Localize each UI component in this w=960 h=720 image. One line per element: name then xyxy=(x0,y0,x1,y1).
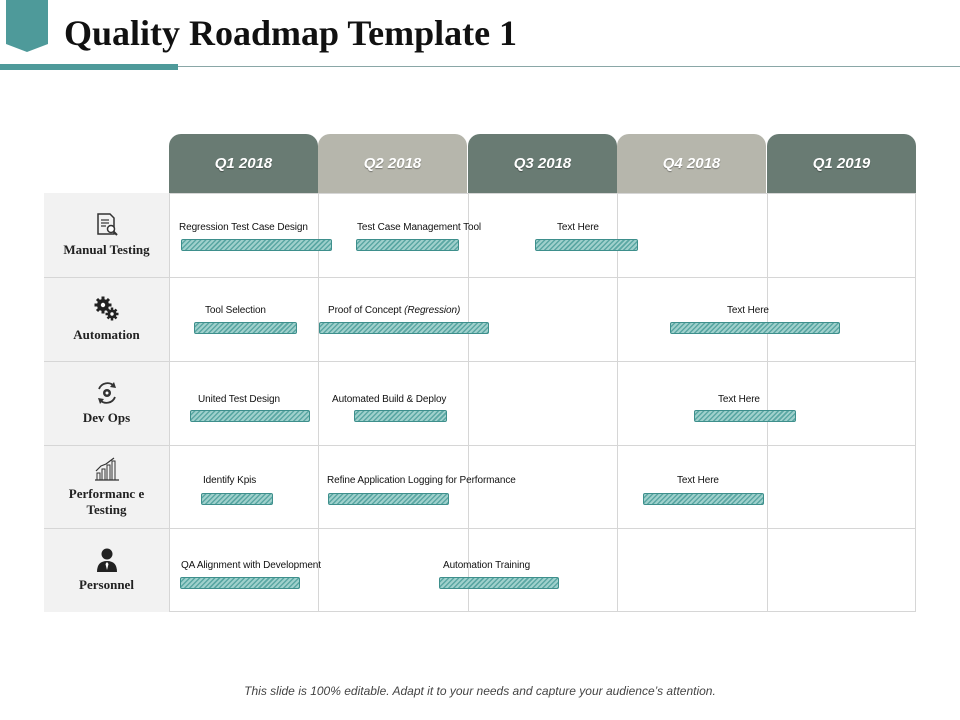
task-label: Text Here xyxy=(557,222,599,233)
gears-icon xyxy=(93,295,121,323)
row-header-dev-ops xyxy=(44,361,169,445)
task-label: Automation Training xyxy=(443,560,531,571)
task-bar xyxy=(328,493,449,505)
grid-divider xyxy=(44,528,916,529)
task-bar xyxy=(201,493,273,505)
task-bar xyxy=(356,239,459,251)
quarter-header-q2-2018: Q2 2018 xyxy=(318,134,467,193)
document-search-icon xyxy=(94,212,120,238)
row-header-manual-testing xyxy=(44,193,169,277)
task-label: Regression Test Case Design xyxy=(179,222,308,233)
title-tab-marker xyxy=(6,0,48,52)
task-label-note: (Regression) xyxy=(404,305,461,316)
row-label: Dev Ops xyxy=(82,410,131,425)
task-label: Text Here xyxy=(718,394,760,405)
row-label: Automation xyxy=(73,327,140,342)
grid-divider xyxy=(44,361,916,362)
task-label: Identify Kpis xyxy=(203,475,257,486)
quarter-header-q1-2018: Q1 2018 xyxy=(169,134,318,193)
task-bar xyxy=(354,410,447,422)
task-label: QA Alignment with Development xyxy=(181,560,321,571)
row-label: Manual Testing xyxy=(63,242,150,257)
task-bar xyxy=(180,577,300,589)
quarter-header-q4-2018: Q4 2018 xyxy=(617,134,766,193)
footer-note: This slide is 100% editable. Adapt it to your needs and capture your audience’s attention. xyxy=(244,684,716,698)
task-bar xyxy=(643,493,764,505)
row-header-performance-testing xyxy=(44,445,169,528)
grid-divider xyxy=(617,193,618,612)
task-bar xyxy=(535,239,638,251)
row-header-personnel xyxy=(44,528,169,612)
quarter-header-q1-2019: Q1 2019 xyxy=(767,134,916,193)
task-bar xyxy=(190,410,310,422)
bar-chart-icon xyxy=(93,456,121,482)
page-title: Quality Roadmap Template 1 xyxy=(64,13,518,53)
task-bar xyxy=(670,322,840,334)
task-label: Refine Application Logging for Performance xyxy=(327,475,516,486)
roadmap-grid xyxy=(44,193,916,612)
grid-divider xyxy=(468,193,469,612)
cycle-gear-icon xyxy=(94,380,120,406)
grid-divider xyxy=(318,193,319,612)
title-underline-accent xyxy=(0,64,178,70)
row-label: Performanc e Testing xyxy=(68,485,145,517)
row-header-automation xyxy=(44,277,169,361)
task-label: Test Case Management Tool xyxy=(357,222,482,233)
task-bar xyxy=(319,322,489,334)
person-icon xyxy=(94,547,120,573)
grid-divider xyxy=(767,193,768,612)
quarter-header-q3-2018: Q3 2018 xyxy=(468,134,617,193)
row-label: Personnel xyxy=(79,577,134,592)
grid-divider xyxy=(169,193,170,612)
task-label: Tool Selection xyxy=(205,305,266,316)
task-label: United Test Design xyxy=(198,394,280,405)
task-label xyxy=(328,305,460,316)
task-bar xyxy=(439,577,559,589)
task-bar xyxy=(694,410,796,422)
task-bar xyxy=(181,239,332,251)
task-label-text: Proof of Concept xyxy=(328,305,402,316)
task-label: Automated Build & Deploy xyxy=(332,394,447,405)
task-bar xyxy=(194,322,297,334)
title-underline xyxy=(178,66,960,67)
grid-divider xyxy=(44,445,916,446)
task-label: Text Here xyxy=(677,475,719,486)
task-label: Text Here xyxy=(727,305,769,316)
grid-divider xyxy=(44,277,916,278)
